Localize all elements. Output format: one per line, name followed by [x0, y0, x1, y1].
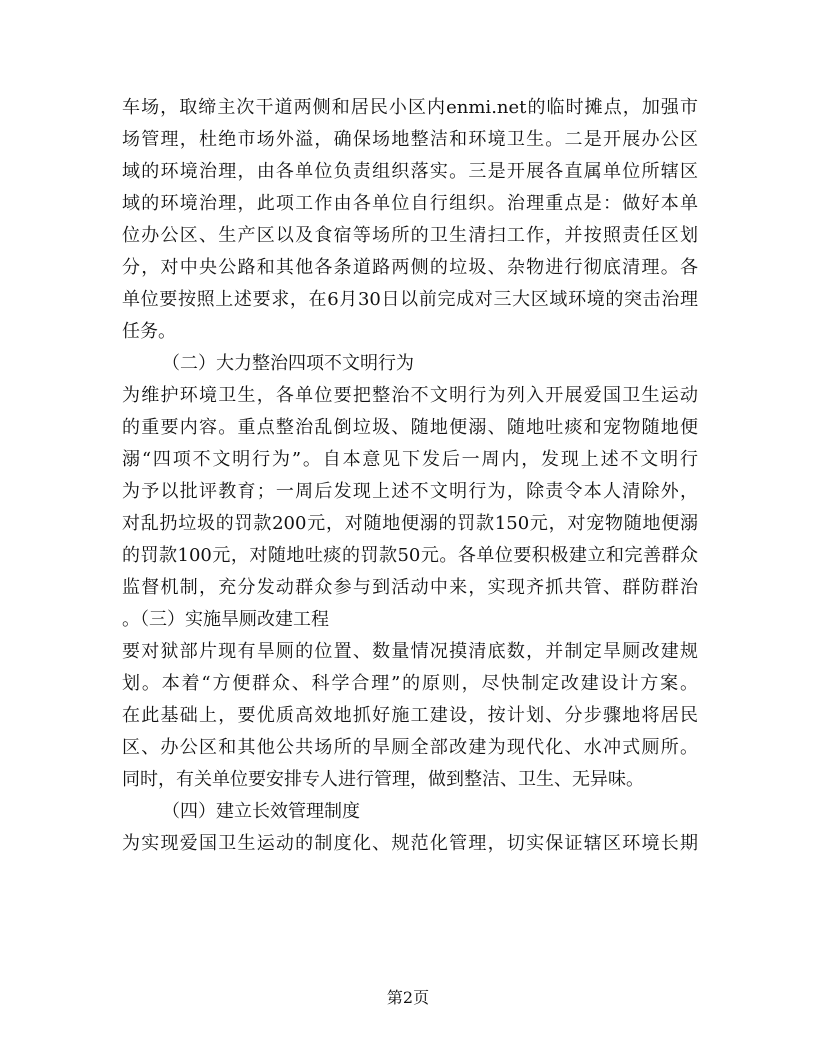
paragraph-line: 位办公区、生产区以及食宿等场所的卫生清扫工作，并按照责任区划: [122, 225, 698, 246]
paragraph-line: 要对狱部片现有旱厕的位置、数量情况摸清底数，并制定旱厕改建规: [122, 641, 698, 662]
body-text: [122, 92, 698, 860]
paragraph-line: 的重要内容。重点整治乱倒垃圾、随地便溺、随地吐痰和宠物随地便: [122, 417, 698, 438]
section-heading: （二）大力整治四项不文明行为: [162, 353, 414, 374]
section-heading-inline: 。（三）实施旱厕改建工程: [122, 609, 329, 630]
paragraph-line: 场管理，杜绝市场外溢，确保场地整洁和环境卫生。二是开展办公区: [122, 129, 698, 150]
paragraph-line: 域的环境治理，此项工作由各单位自行组织。治理重点是：做好本单: [122, 193, 698, 214]
section-heading: （四）建立长效管理制度: [162, 801, 360, 822]
paragraph-line: 域的环境治理，由各单位负责组织落实。三是开展各直属单位所辖区: [122, 161, 698, 182]
paragraph-line: 为予以批评教育；一周后发现上述不文明行为，除责令本人清除外，: [122, 481, 698, 502]
paragraph-line: 同时，有关单位要安排专人进行管理，做到整洁、卫生、无异味。: [122, 769, 644, 790]
paragraph-line: 区、办公区和其他公共场所的旱厕全部改建为现代化、水冲式厕所。: [122, 737, 698, 758]
paragraph-line: 监督机制，充分发动群众参与到活动中来，实现齐抓共管、群防群治: [122, 577, 698, 598]
paragraph-line: 为维护环境卫生，各单位要把整治不文明行为列入开展爱国卫生运动: [122, 385, 698, 406]
paragraph-line: 的罚款100元，对随地吐痰的罚款50元。各单位要积极建立和完善群众: [122, 545, 698, 566]
page-number: 第2页: [386, 988, 430, 1007]
paragraph-line: 在此基础上，要优质高效地抓好施工建设，按计划、分步骤地将居民: [122, 705, 698, 726]
paragraph-line: 车场，取缔主次干道两侧和居民小区内enmi.net的临时摊点，加强市: [122, 97, 698, 118]
paragraph-line: 单位要按照上述要求，在6月30日以前完成对三大区域环境的突击治理: [122, 289, 698, 310]
paragraph-line: 对乱扔垃圾的罚款200元，对随地便溺的罚款150元，对宠物随地便溺: [122, 513, 698, 534]
paragraph-line: 划。本着“方便群众、科学合理”的原则，尽快制定改建设计方案。: [122, 673, 698, 694]
paragraph-line: 分，对中央公路和其他各条道路两侧的垃圾、杂物进行彻底清理。各: [122, 257, 698, 278]
paragraph-line: 溺“四项不文明行为”。自本意见下发后一周内，发现上述不文明行: [122, 449, 698, 470]
paragraph-line: 为实现爱国卫生运动的制度化、规范化管理，切实保证辖区环境长期: [122, 833, 698, 854]
paragraph-line: 任务。: [122, 321, 176, 342]
